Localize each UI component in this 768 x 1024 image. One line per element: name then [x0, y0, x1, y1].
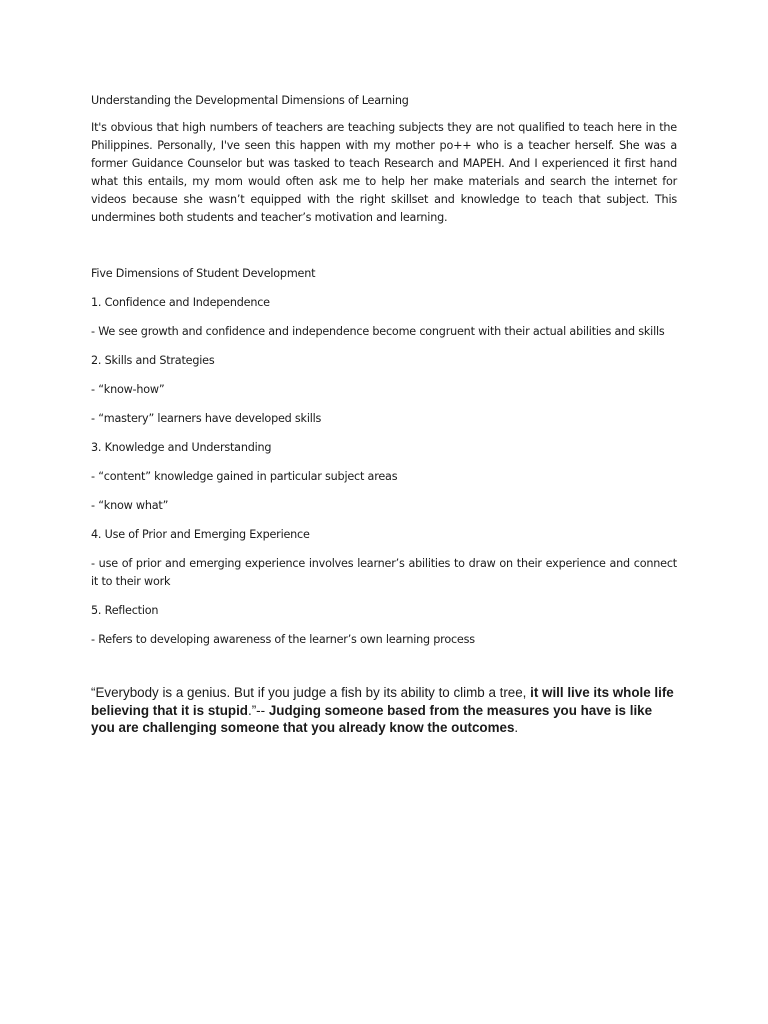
quote-text-1: “Everybody is a genius. But if you judge a fish by its ability to climb a tree, [91, 685, 531, 700]
dimension-4-text: - use of prior and emerging experience involves learner’s abilities to draw on their experience and connect it to their work [91, 557, 677, 588]
dimension-3-heading: 3. Knowledge and Understanding [91, 441, 272, 454]
dimension-3-bullet-2: - “know what” [91, 499, 169, 512]
closing-quote [91, 684, 677, 737]
dimension-5-heading: 5. Reflection [91, 604, 159, 617]
quote-bold-1: it will live its whole life believing that it is stupid [91, 685, 674, 718]
quote-bold-2: Judging someone based from the measures you have is like you are challenging someone that you already know the outcomes [91, 702, 653, 735]
intro-paragraph: It's obvious that high numbers of teachers are teaching subjects they are not qualified to teach here in the Philippines. Personally, I've seen this happen with my mother po++ who is a teacher herself. She was a former Guidance Counselor but was tasked to teach Research and MAPEH. And I experienced it first hand what this entails, my mom would often ask me to help her make materials and search the internet for videos because she wasn’t equipped with the right skillset and knowledge to teach that subject. This undermines both students and teacher’s motivation and learning. [91, 121, 677, 224]
section-title: Five Dimensions of Student Development [91, 267, 316, 280]
quote-text-2: .”-- [247, 702, 269, 718]
dimension-2-bullet-1: - “know-how” [91, 383, 165, 396]
quote-text-3: . [514, 720, 519, 735]
dimension-2-heading: 2. Skills and Strategies [91, 354, 215, 367]
dimension-2-bullet-2: - “mastery” learners have developed skills [91, 412, 322, 425]
dimension-5-text: - Refers to developing awareness of the learner’s own learning process [91, 633, 475, 646]
dimension-3-bullet-1: - “content” knowledge gained in particular subject areas [91, 470, 398, 483]
dimension-1-text: - We see growth and confidence and independence become congruent with their actual abilities and skills [91, 325, 665, 338]
dimension-1-heading: 1. Confidence and Independence [91, 296, 270, 309]
document-title: Understanding the Developmental Dimensions of Learning [91, 94, 409, 107]
document-page [91, 92, 677, 750]
dimension-4-heading: 4. Use of Prior and Emerging Experience [91, 528, 310, 541]
